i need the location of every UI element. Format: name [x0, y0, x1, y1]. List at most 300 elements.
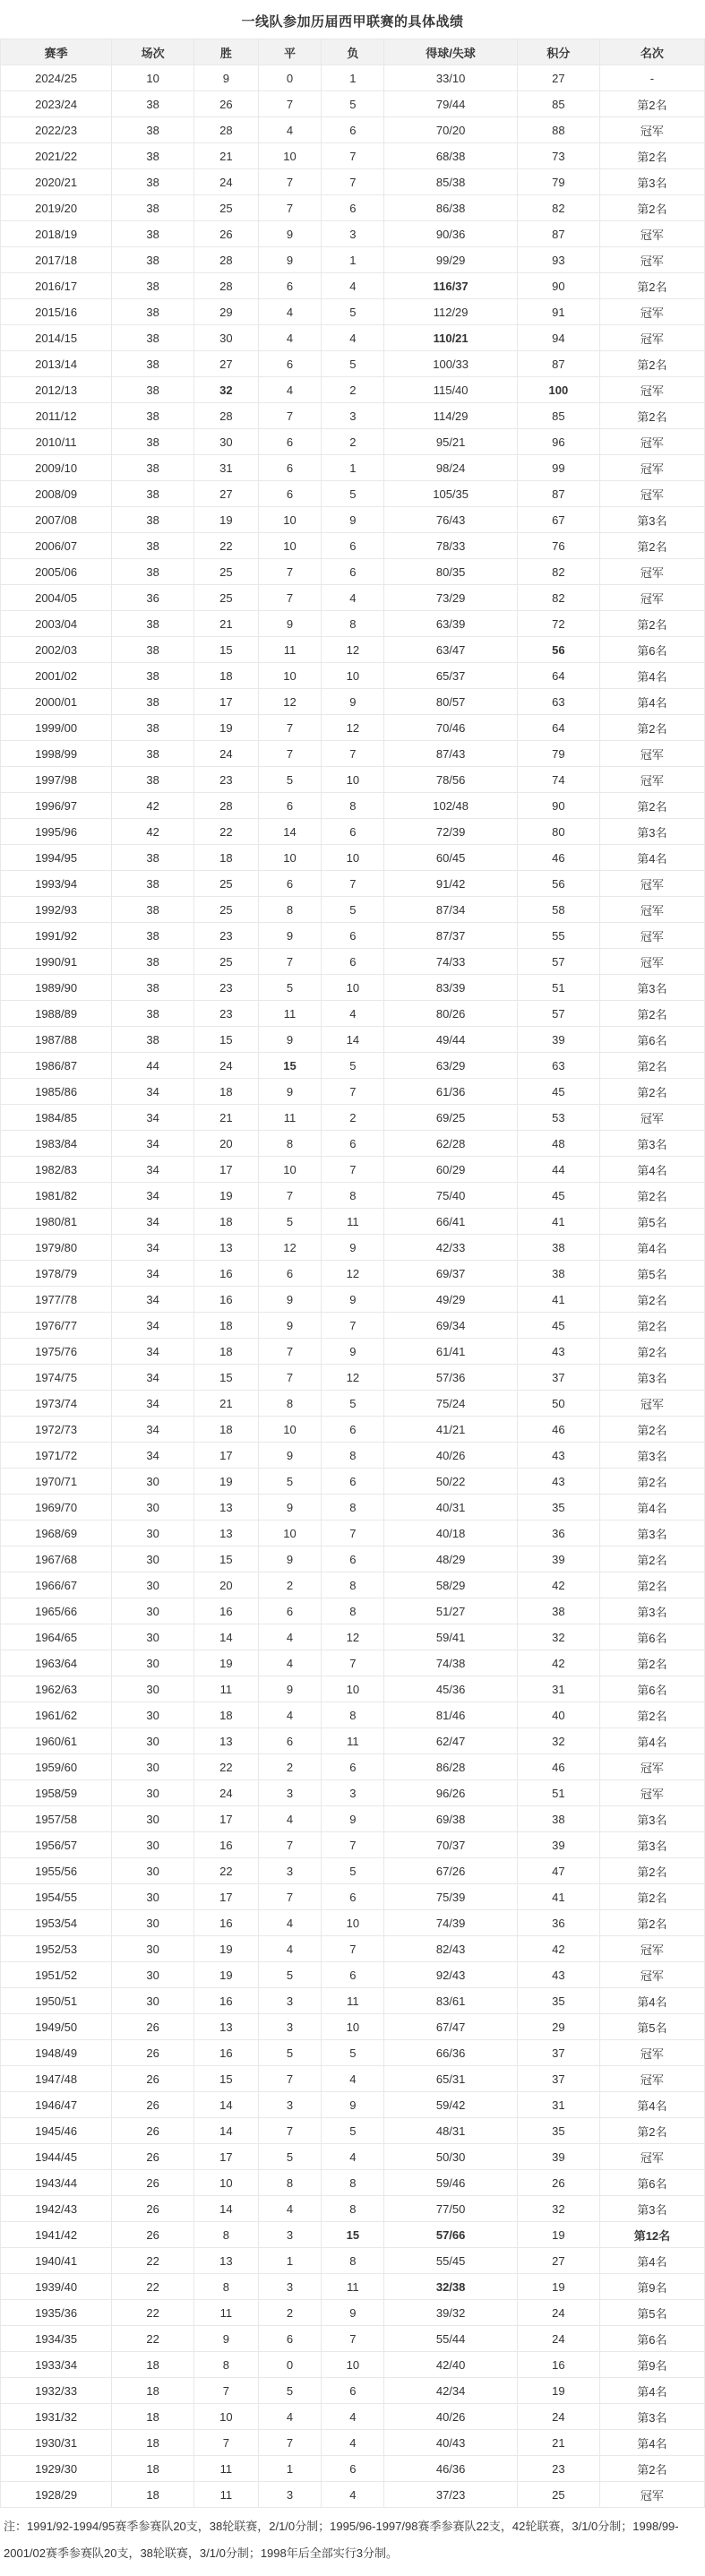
cell-goals: 59/42: [384, 2092, 518, 2118]
cell-played: 10: [112, 65, 194, 91]
cell-draw: 12: [258, 1235, 322, 1261]
table-row: [1, 975, 705, 1001]
cell-draw: 10: [258, 1417, 322, 1443]
cell-points: 43: [517, 1469, 599, 1495]
column-header: 胜: [194, 39, 259, 65]
cell-goals: 74/33: [384, 949, 518, 975]
cell-rank: 第2名: [599, 1287, 704, 1313]
cell-points: 56: [517, 871, 599, 897]
cell-loss: 9: [322, 2300, 384, 2326]
cell-played: 18: [112, 2352, 194, 2378]
cell-win: 23: [194, 975, 259, 1001]
cell-win: 24: [194, 1053, 259, 1079]
cell-goals: 73/29: [384, 585, 518, 611]
cell-win: 8: [194, 2274, 259, 2300]
cell-played: 38: [112, 1027, 194, 1053]
cell-win: 18: [194, 1313, 259, 1339]
cell-loss: 12: [322, 715, 384, 741]
cell-goals: 83/39: [384, 975, 518, 1001]
cell-draw: 3: [258, 2222, 322, 2248]
cell-played: 38: [112, 663, 194, 689]
cell-win: 11: [194, 2482, 259, 2508]
cell-played: 18: [112, 2482, 194, 2508]
table-row: [1, 1443, 705, 1469]
cell-season: 1948/49: [1, 2040, 112, 2066]
table-row: [1, 1027, 705, 1053]
cell-points: 19: [517, 2222, 599, 2248]
cell-rank: 第2名: [599, 1469, 704, 1495]
table-row: [1, 1572, 705, 1598]
cell-loss: 6: [322, 559, 384, 585]
cell-goals: 69/38: [384, 1806, 518, 1832]
table-row: [1, 143, 705, 169]
cell-season: 1953/54: [1, 1910, 112, 1936]
cell-win: 21: [194, 1105, 259, 1131]
cell-points: 56: [517, 637, 599, 663]
cell-season: 1978/79: [1, 1261, 112, 1287]
cell-season: 1972/73: [1, 1417, 112, 1443]
cell-draw: 9: [258, 1443, 322, 1469]
cell-played: 34: [112, 1391, 194, 1417]
cell-points: 79: [517, 741, 599, 767]
cell-goals: 76/43: [384, 507, 518, 533]
cell-draw: 14: [258, 819, 322, 845]
cell-draw: 6: [258, 2326, 322, 2352]
cell-goals: 80/57: [384, 689, 518, 715]
cell-played: 22: [112, 2274, 194, 2300]
cell-points: 82: [517, 585, 599, 611]
cell-rank: 第6名: [599, 2170, 704, 2196]
cell-rank: 冠军: [599, 247, 704, 273]
cell-draw: 7: [258, 2430, 322, 2456]
cell-goals: 70/20: [384, 117, 518, 143]
cell-loss: 12: [322, 1624, 384, 1650]
cell-win: 25: [194, 585, 259, 611]
cell-goals: 59/46: [384, 2170, 518, 2196]
cell-points: 51: [517, 975, 599, 1001]
cell-points: 24: [517, 2300, 599, 2326]
cell-loss: 4: [322, 2066, 384, 2092]
cell-win: 8: [194, 2352, 259, 2378]
cell-win: 15: [194, 1546, 259, 1572]
cell-rank: 第5名: [599, 1261, 704, 1287]
cell-rank: 冠军: [599, 2144, 704, 2170]
cell-season: 1975/76: [1, 1339, 112, 1365]
cell-win: 19: [194, 507, 259, 533]
cell-points: 72: [517, 611, 599, 637]
cell-played: 38: [112, 221, 194, 247]
cell-played: 30: [112, 1598, 194, 1624]
cell-points: 26: [517, 2170, 599, 2196]
cell-draw: 6: [258, 481, 322, 507]
cell-loss: 7: [322, 1313, 384, 1339]
cell-goals: 39/32: [384, 2300, 518, 2326]
cell-goals: 32/38: [384, 2274, 518, 2300]
cell-points: 27: [517, 2248, 599, 2274]
cell-goals: 77/50: [384, 2196, 518, 2222]
cell-loss: 1: [322, 455, 384, 481]
cell-season: 1994/95: [1, 845, 112, 871]
cell-season: 1987/88: [1, 1027, 112, 1053]
cell-loss: 6: [322, 117, 384, 143]
cell-win: 15: [194, 2066, 259, 2092]
cell-played: 30: [112, 1650, 194, 1676]
cell-rank: 第3名: [599, 169, 704, 195]
cell-goals: 70/46: [384, 715, 518, 741]
cell-season: 1931/32: [1, 2404, 112, 2430]
cell-loss: 6: [322, 533, 384, 559]
cell-played: 22: [112, 2300, 194, 2326]
cell-season: 1934/35: [1, 2326, 112, 2352]
cell-win: 9: [194, 2326, 259, 2352]
cell-played: 30: [112, 1521, 194, 1546]
cell-loss: 7: [322, 1936, 384, 1962]
cell-win: 27: [194, 481, 259, 507]
cell-played: 26: [112, 2196, 194, 2222]
cell-played: 34: [112, 1287, 194, 1313]
table-row: [1, 1365, 705, 1391]
cell-points: 47: [517, 1858, 599, 1884]
cell-played: 42: [112, 793, 194, 819]
table-row: [1, 2430, 705, 2456]
cell-season: 1995/96: [1, 819, 112, 845]
cell-draw: 7: [258, 741, 322, 767]
cell-rank: 第2名: [599, 793, 704, 819]
cell-season: 1942/43: [1, 2196, 112, 2222]
cell-points: 21: [517, 2430, 599, 2456]
cell-draw: 7: [258, 1884, 322, 1910]
cell-win: 28: [194, 403, 259, 429]
cell-played: 34: [112, 1365, 194, 1391]
cell-points: 55: [517, 923, 599, 949]
table-row: [1, 1079, 705, 1105]
cell-win: 8: [194, 2222, 259, 2248]
cell-goals: 66/36: [384, 2040, 518, 2066]
cell-goals: 92/43: [384, 1962, 518, 1988]
cell-rank: 第2名: [599, 1183, 704, 1209]
cell-played: 38: [112, 403, 194, 429]
cell-draw: 6: [258, 273, 322, 299]
table-row: [1, 1469, 705, 1495]
cell-draw: 7: [258, 1339, 322, 1365]
cell-goals: 110/21: [384, 325, 518, 351]
cell-points: 24: [517, 2326, 599, 2352]
cell-win: 25: [194, 195, 259, 221]
cell-rank: 第6名: [599, 2326, 704, 2352]
cell-goals: 61/41: [384, 1339, 518, 1365]
cell-season: 1991/92: [1, 923, 112, 949]
cell-goals: 69/34: [384, 1313, 518, 1339]
cell-goals: 78/56: [384, 767, 518, 793]
cell-season: 1956/57: [1, 1832, 112, 1858]
table-row: [1, 2248, 705, 2274]
cell-played: 38: [112, 611, 194, 637]
cell-played: 38: [112, 923, 194, 949]
cell-points: 35: [517, 1495, 599, 1521]
cell-points: 87: [517, 481, 599, 507]
cell-draw: 10: [258, 663, 322, 689]
cell-loss: 7: [322, 1521, 384, 1546]
cell-rank: 第2名: [599, 1858, 704, 1884]
column-header: 得球/失球: [384, 39, 518, 65]
cell-points: 39: [517, 1546, 599, 1572]
cell-played: 38: [112, 299, 194, 325]
cell-win: 21: [194, 611, 259, 637]
cell-season: 1989/90: [1, 975, 112, 1001]
cell-goals: 80/26: [384, 1001, 518, 1027]
cell-win: 30: [194, 429, 259, 455]
cell-points: 35: [517, 1988, 599, 2014]
table-row: [1, 403, 705, 429]
cell-goals: 57/36: [384, 1365, 518, 1391]
cell-played: 34: [112, 1183, 194, 1209]
cell-points: 25: [517, 2482, 599, 2508]
cell-draw: 4: [258, 1910, 322, 1936]
cell-played: 30: [112, 1936, 194, 1962]
cell-draw: 4: [258, 1650, 322, 1676]
cell-points: 53: [517, 1105, 599, 1131]
cell-season: 1985/86: [1, 1079, 112, 1105]
cell-rank: 第6名: [599, 637, 704, 663]
cell-rank: 第2名: [599, 143, 704, 169]
cell-points: 88: [517, 117, 599, 143]
cell-draw: 10: [258, 845, 322, 871]
cell-goals: 63/47: [384, 637, 518, 663]
cell-season: 2005/06: [1, 559, 112, 585]
cell-goals: 67/47: [384, 2014, 518, 2040]
table-row: [1, 1858, 705, 1884]
cell-goals: 33/10: [384, 65, 518, 91]
cell-win: 21: [194, 143, 259, 169]
cell-draw: 7: [258, 715, 322, 741]
table-row: [1, 1676, 705, 1702]
cell-draw: 0: [258, 2352, 322, 2378]
cell-season: 1965/66: [1, 1598, 112, 1624]
cell-points: 38: [517, 1235, 599, 1261]
cell-season: 2000/01: [1, 689, 112, 715]
cell-goals: 98/24: [384, 455, 518, 481]
cell-draw: 5: [258, 2378, 322, 2404]
cell-played: 30: [112, 1754, 194, 1780]
cell-rank: 冠军: [599, 1391, 704, 1417]
cell-played: 30: [112, 1495, 194, 1521]
cell-draw: 9: [258, 247, 322, 273]
cell-draw: 6: [258, 871, 322, 897]
cell-rank: 冠军: [599, 455, 704, 481]
cell-season: 1957/58: [1, 1806, 112, 1832]
cell-played: 38: [112, 351, 194, 377]
cell-draw: 5: [258, 1962, 322, 1988]
cell-points: 35: [517, 2118, 599, 2144]
cell-points: 48: [517, 1131, 599, 1157]
cell-points: 36: [517, 1521, 599, 1546]
cell-played: 34: [112, 1235, 194, 1261]
cell-win: 18: [194, 663, 259, 689]
cell-win: 13: [194, 1521, 259, 1546]
cell-played: 30: [112, 1546, 194, 1572]
cell-rank: 第4名: [599, 2248, 704, 2274]
table-row: [1, 2196, 705, 2222]
cell-season: 2024/25: [1, 65, 112, 91]
cell-draw: 6: [258, 455, 322, 481]
table-row: [1, 741, 705, 767]
cell-loss: 6: [322, 1131, 384, 1157]
cell-played: 44: [112, 1053, 194, 1079]
cell-points: 43: [517, 1339, 599, 1365]
cell-played: 26: [112, 2118, 194, 2144]
table-row: [1, 377, 705, 403]
cell-rank: 第3名: [599, 819, 704, 845]
cell-goals: 65/31: [384, 2066, 518, 2092]
cell-played: 38: [112, 871, 194, 897]
cell-played: 30: [112, 1780, 194, 1806]
cell-draw: 9: [258, 1495, 322, 1521]
table-row: [1, 65, 705, 91]
cell-season: 2009/10: [1, 455, 112, 481]
cell-season: 2023/24: [1, 91, 112, 117]
cell-rank: 第2名: [599, 611, 704, 637]
cell-loss: 5: [322, 1858, 384, 1884]
cell-win: 17: [194, 1443, 259, 1469]
table-row: [1, 923, 705, 949]
cell-season: 2001/02: [1, 663, 112, 689]
cell-draw: 9: [258, 923, 322, 949]
cell-goals: 67/26: [384, 1858, 518, 1884]
cell-points: 41: [517, 1209, 599, 1235]
cell-rank: 第2名: [599, 1339, 704, 1365]
cell-win: 23: [194, 1001, 259, 1027]
cell-points: 79: [517, 169, 599, 195]
cell-draw: 8: [258, 1391, 322, 1417]
cell-goals: 75/24: [384, 1391, 518, 1417]
cell-played: 34: [112, 1105, 194, 1131]
table-row: [1, 91, 705, 117]
cell-points: 57: [517, 1001, 599, 1027]
cell-season: 1941/42: [1, 2222, 112, 2248]
cell-draw: 4: [258, 377, 322, 403]
cell-win: 19: [194, 715, 259, 741]
cell-points: 37: [517, 1365, 599, 1391]
cell-played: 30: [112, 1728, 194, 1754]
cell-win: 16: [194, 1832, 259, 1858]
table-row: [1, 1910, 705, 1936]
table-row: [1, 1001, 705, 1027]
cell-loss: 4: [322, 2430, 384, 2456]
cell-season: 1951/52: [1, 1962, 112, 1988]
cell-points: 64: [517, 715, 599, 741]
cell-season: 1992/93: [1, 897, 112, 923]
cell-draw: 4: [258, 1806, 322, 1832]
cell-draw: 6: [258, 1598, 322, 1624]
cell-points: 45: [517, 1183, 599, 1209]
cell-rank: 第3名: [599, 1443, 704, 1469]
column-header: 平: [258, 39, 322, 65]
cell-season: 1979/80: [1, 1235, 112, 1261]
cell-loss: 8: [322, 2196, 384, 2222]
cell-points: 82: [517, 559, 599, 585]
cell-goals: 40/31: [384, 1495, 518, 1521]
table-row: [1, 1832, 705, 1858]
cell-played: 34: [112, 1339, 194, 1365]
cell-played: 36: [112, 585, 194, 611]
cell-points: 39: [517, 1027, 599, 1053]
cell-played: 38: [112, 91, 194, 117]
cell-goals: 55/44: [384, 2326, 518, 2352]
cell-season: 1968/69: [1, 1521, 112, 1546]
table-row: [1, 273, 705, 299]
cell-season: 2006/07: [1, 533, 112, 559]
cell-season: 1929/30: [1, 2456, 112, 2482]
cell-loss: 8: [322, 1443, 384, 1469]
cell-loss: 10: [322, 1676, 384, 1702]
cell-loss: 6: [322, 2456, 384, 2482]
cell-season: 1947/48: [1, 2066, 112, 2092]
cell-rank: 第3名: [599, 1832, 704, 1858]
table-row: [1, 1183, 705, 1209]
table-row: [1, 2222, 705, 2248]
cell-season: 1980/81: [1, 1209, 112, 1235]
cell-season: 2022/23: [1, 117, 112, 143]
cell-goals: 51/27: [384, 1598, 518, 1624]
cell-loss: 11: [322, 1209, 384, 1235]
cell-win: 19: [194, 1936, 259, 1962]
cell-season: 1969/70: [1, 1495, 112, 1521]
cell-played: 38: [112, 637, 194, 663]
table-row: [1, 1780, 705, 1806]
cell-played: 26: [112, 2014, 194, 2040]
cell-loss: 4: [322, 2144, 384, 2170]
cell-loss: 12: [322, 637, 384, 663]
cell-points: 38: [517, 1261, 599, 1287]
cell-season: 1967/68: [1, 1546, 112, 1572]
cell-season: 2011/12: [1, 403, 112, 429]
table-row: [1, 2274, 705, 2300]
cell-loss: 8: [322, 1598, 384, 1624]
cell-played: 30: [112, 1858, 194, 1884]
cell-win: 15: [194, 1365, 259, 1391]
cell-rank: 冠军: [599, 949, 704, 975]
cell-points: 45: [517, 1079, 599, 1105]
cell-loss: 5: [322, 1391, 384, 1417]
table-row: [1, 611, 705, 637]
cell-played: 38: [112, 1001, 194, 1027]
cell-goals: 115/40: [384, 377, 518, 403]
table-row: [1, 195, 705, 221]
cell-goals: 45/36: [384, 1676, 518, 1702]
cell-win: 18: [194, 845, 259, 871]
cell-played: 30: [112, 1806, 194, 1832]
table-row: [1, 1209, 705, 1235]
header-row: [1, 39, 705, 65]
cell-points: 46: [517, 845, 599, 871]
cell-played: 26: [112, 2170, 194, 2196]
cell-points: 39: [517, 2144, 599, 2170]
cell-loss: 9: [322, 1287, 384, 1313]
cell-rank: 第6名: [599, 1624, 704, 1650]
cell-draw: 4: [258, 117, 322, 143]
table-row: [1, 2404, 705, 2430]
cell-draw: 6: [258, 1728, 322, 1754]
cell-win: 25: [194, 871, 259, 897]
cell-goals: 90/36: [384, 221, 518, 247]
cell-season: 1997/98: [1, 767, 112, 793]
cell-draw: 8: [258, 2170, 322, 2196]
cell-season: 1961/62: [1, 1702, 112, 1728]
cell-season: 1986/87: [1, 1053, 112, 1079]
cell-rank: 第4名: [599, 1988, 704, 2014]
cell-goals: 85/38: [384, 169, 518, 195]
cell-played: 30: [112, 1884, 194, 1910]
